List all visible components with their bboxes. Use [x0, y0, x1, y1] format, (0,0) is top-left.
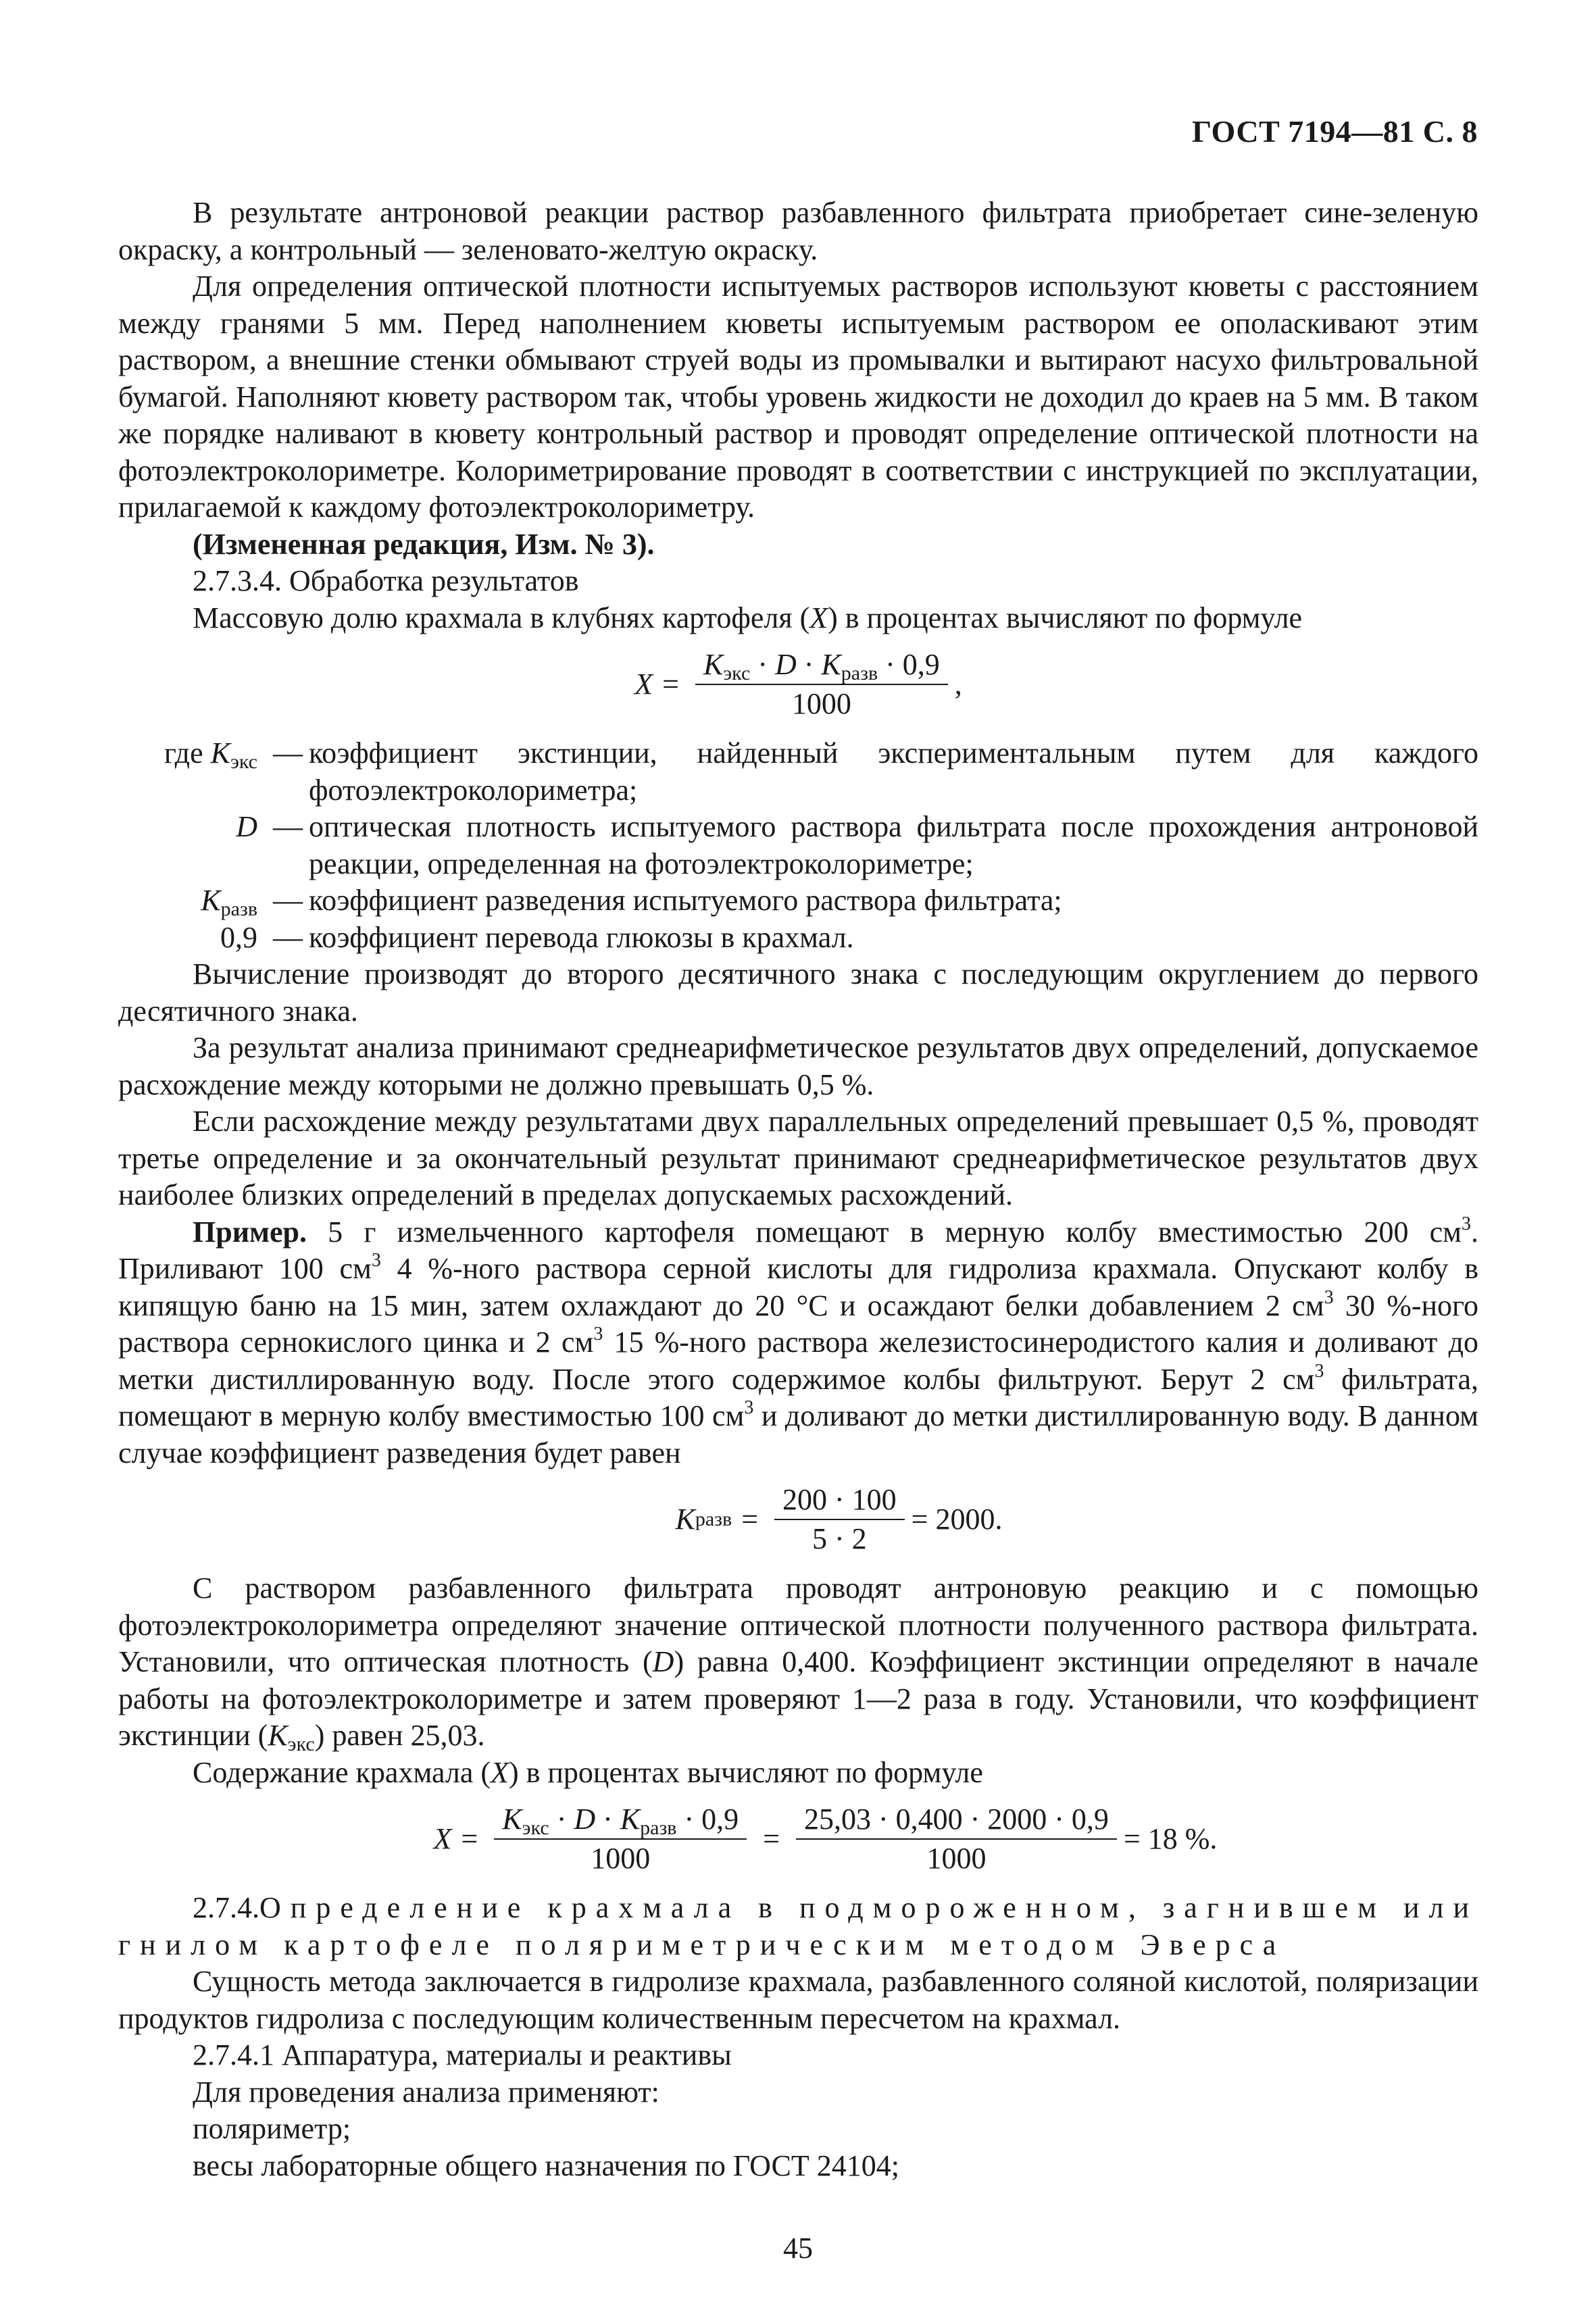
paragraph: С раствором разбавленного фильтрата проводят антроновую реакцию и с помощью фотоэлектроколориметра определяют значение оптической плотности полученного раствора фильтрата. Установили, что оптическая плотность (D) равна 0,400. Коэффициент экстинции определяют в начале работы на фотоэлектроколориметре и затем проверяют 1—2 раза в году. Установили, что коэффициент экстинции $(K_{экс})$ равен 25,03.	[118, 1571, 1478, 1755]
variable-description: оптическая плотность испытуемого раствора фильтрата после прохождения антроновой реакции, определенная на фотоэлектроколориметре;	[309, 810, 1478, 880]
formula-denominator: 1000	[791, 687, 851, 720]
formula-fraction: $\frac{25,03 \cdot 0,400 \cdot 2000 \cdot 0,9}{1000}$	[796, 1805, 1117, 1873]
section-heading: 2.7.3.4. Обработка результатов	[193, 564, 579, 597]
variable-symbol: D	[236, 810, 257, 843]
section-heading: 2.7.4.1 Аппаратура, материалы и реактивы	[193, 2038, 732, 2071]
list-item: весы лабораторные общего назначения по ГОСТ 24104;	[193, 2148, 899, 2182]
paragraph: Если расхождение между результатами двух параллельных определений превышает 0,5 %, проводят третье определение и за окончательный результат принимают среднеарифметическое результатов двух наиболее близких определений в пределах допускаемых расхождений.	[118, 1105, 1478, 1211]
paragraph: Для проведения анализа применяют:	[193, 2075, 659, 2109]
formula-starch-example: X = $\frac{K_{экс} \cdot D \cdot K_{разв} \cdot 0,9}{1000}$ = $\frac{25,03 \cdot 0,400 \cdot 2000 \cdot 0,9}{1000}$ = 18 %.	[433, 1803, 1218, 1875]
paragraph: Для определения оптической плотности испытуемых растворов используют кюветы с расстоянием между гранями 5 мм. Перед наполнением кюветы испытуемым раствором ее ополаскивают этим раствором, а внешние стенки обмывают струей воды из промывалки и вытирают насухо фильтровальной бумагой. Наполняют кювету раствором так, чтобы уровень жидкости не доходил до краев на 5 мм. В таком же порядке наливают в кювету контрольный раствор и проводят определение оптической плотности на фотоэлектроколориметре. Колориметрирование проводят в соответствии с инструкцией по эксплуатации, прилагаемой к каждому фотоэлектроколориметру.	[118, 270, 1478, 524]
variable-description: коэффициент перевода глюкозы в крахмал.	[309, 920, 854, 954]
variable-symbol: 0,9	[220, 920, 257, 954]
formula-fraction: $\frac{200 \cdot 100}{5 \cdot 2}$	[774, 1485, 905, 1554]
formula-fraction	[695, 650, 948, 719]
paragraph: Массовую долю крахмала в клубнях картофеля (X) в процентах вычисляют по формуле	[193, 601, 1303, 634]
example-paragraph: Пример. 5 г измельченного картофеля помещают в мерную колбу вместимостью 200 $см^3$. Приливают 100 $см^3$ 4 %-ного раствора серной кислоты для гидролиза крахмала. Опускают колбу в кипящую баню на 15 мин, затем охлаждают до 20 °С и осаждают белки добавлением 2 $см^3$ 30 %-ного раствора сернокислого цинка и 2 $см^3$ 15 %-ного раствора железистосинеродистого калия и доливают до метки дистиллированную воду. После этого содержимое колбы фильтруют. Берут 2 $см^3$ фильтрата, помещают в мерную колбу вместимостью 100 $см^3$ и доливают до метки дистиллированную воду. В данном случае коэффициент разведения будет равен	[118, 1213, 1478, 1469]
formula-starch-fraction: X = $\frac{K_{экс} \cdot D \cdot K_{разв} \cdot 0,9}{1000}$ ,	[634, 648, 962, 720]
body-text	[118, 195, 1478, 2184]
paragraph: За результат анализа принимают среднеарифметическое результатов двух определений, допускаемое расхождение между которыми не должно превышать 0,5 %.	[118, 1031, 1478, 1101]
variable-description: коэффициент экстинции, найденный экспериментальным путем для каждого фотоэлектроколориметра;	[309, 736, 1478, 807]
page-header: ГОСТ 7194—81 С. 8	[1191, 114, 1478, 149]
variable-symbol: где $K_{экс}$	[164, 736, 257, 773]
amendment-note: (Измененная редакция, Изм. № 3).	[193, 527, 655, 561]
paragraph: Сущность метода заключается в гидролизе крахмала, разбавленного соляной кислотой, поляризации продуктов гидролиза с последующим количественным пересчетом на крахмал.	[118, 1965, 1478, 2035]
variable-symbol: $K_{разв}$	[201, 884, 257, 920]
formula-lhs: X	[634, 668, 653, 701]
paragraph: В результате антроновой реакции раствор разбавленного фильтрата приобретает сине-зеленую окраску, а контрольный — зеленовато-желтую окраску.	[118, 196, 1478, 266]
formula-fraction: $\frac{K_{экс} \cdot D \cdot K_{разв} \cdot 0,9}{1000}$	[494, 1805, 747, 1873]
formula-numerator: $K_{экс} \cdot D \cdot K_{разв} \cdot 0,9$	[695, 650, 948, 685]
list-item: поляриметр;	[193, 2112, 351, 2145]
section-heading: 2.7.4.Определение крахмала в подмороженном, загнившем или гнилом картофеле поляриметрическим методом Эверса	[118, 1891, 1478, 1961]
paragraph: Вычисление производят до второго десятичного знака с последующим округлением до первого десятичного знака.	[118, 957, 1478, 1028]
variable-description: коэффициент разведения испытуемого раствора фильтрата;	[309, 884, 1062, 917]
formula-dilution: K разв = $\frac{200 \cdot 100}{5 \cdot 2}$ = 2000.	[675, 1483, 1003, 1555]
paragraph: Содержание крахмала (X) в процентах вычисляют по формуле	[193, 1755, 983, 1789]
page-number: 45	[783, 2232, 813, 2265]
variable-definitions: где $K_{экс}$ — коэффициент экстинции, найденный экспериментальным путем для каждого фотоэлектроколориметра; D — оптическая плотность испытуемого раствора фильтрата после прохождения антроновой реакции, определенная на фотоэлектроколориметре; $K_{разв}$ — коэффициент разведения испытуемого раствора фильтрата; 0,9 — коэффициент перевода глюкозы в крахмал.	[118, 735, 1478, 956]
